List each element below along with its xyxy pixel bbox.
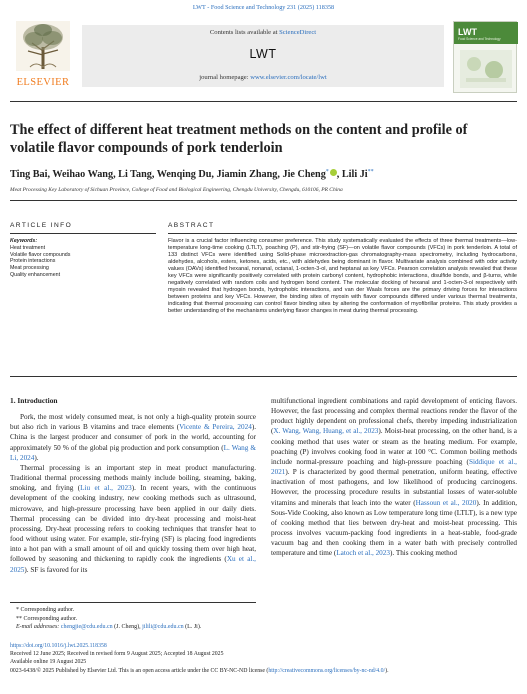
author-name[interactable]: Jie Cheng — [282, 169, 326, 180]
keywords-block — [10, 238, 156, 279]
body-text: ). P is characterized by good thermal penetration, uniform heating, effective inactivation of most pathogens, and low likelihood of producing carcinogens. However, the processing procedure results in substantial losses of water-soluble vitamins and minerals that leach into the water ( — [271, 468, 517, 507]
keyword-item: Protein interactions — [10, 258, 56, 265]
body-text: ). In recent years, with the continuous development of the cooking industry, new cooking methods such as ultrasound, microwave, and high-pressure processing have been applied in our daily diets. Thermal processing can be divided into dry-heat processing and moist-heat processing. Dry-heat processing refers to cooking techniques that transfer heat to food without using water. For example, stir-frying (SF) is placing food ingredients into a hot pan with a small amount of oil and quickly tossing them over high heat, followed by seasoning and thickening to rapidly cook the ingredients ( — [10, 484, 256, 564]
author-name[interactable]: Jiamin Zhang — [216, 169, 278, 180]
introduction-heading: 1. Introduction — [10, 396, 58, 405]
citation-link[interactable]: L. Wang & Li, 2024 — [10, 443, 257, 462]
body-text: ). This cooking method — [389, 549, 457, 558]
homepage-prefix: journal homepage: — [199, 74, 251, 81]
elsevier-logo[interactable] — [10, 19, 76, 93]
homepage-line — [82, 74, 444, 81]
body-text: ). SF is favored for its — [24, 565, 88, 574]
citation-link[interactable]: Liu et al., 2023 — [80, 484, 132, 493]
doi-link[interactable]: https://doi.org/10.1016/j.lwt.2025.118358 — [10, 643, 107, 649]
abstract-heading: ABSTRACT — [168, 222, 215, 229]
abstract-text: Flavor is a crucial factor influencing consumer preference. This study systematically evaluated the effects of three thermal treatments—low-temperature long-time cooking (LTLT), poaching (P), and stir-frying (SF)—on volatile flavor compounds (VFCs) in pork tenderloin. A total of 133 distinct VFCs were identified using Solid-phase microextraction-gas chromatography-mass spectrometry, including hydrocarbons, aldehydes, alcohols, esters, ketones, acids, etc., with aldehydes being dominant in flavor. Multivariate analysis combined with odor activity values (OAVs) identified hexanal, nonanal, octanal, 1-octen-3-ol, and heptanal as key VFCs. Pearson correlation analysis revealed that these key VFCs were significantly positively correlated with protein carbonyl content, hydrophobic interactions, disulfide bonds, and β-turns, while negatively correlated with random coils and hydrogen bond content. The molecular docking of hexanal and 1-octen-3-ol respectively with myosin revealed that hydrogen bonds, hydrophobic interactions, and van der Waals forces are the primary driving forces for interactions between proteins and key VFCs. However, the binding sites of myosin with flavor compounds differed under various thermal treatments, indicating that thermal processing can control flavor binding sites by altering the conformation of myofibrillar proteins. This study provides a better understanding of the mechanisms underlying flavor changes in meat during thermal processing. — [168, 238, 517, 315]
elsevier-tree-icon — [16, 21, 70, 71]
email-owner: (J. Cheng), — [112, 624, 143, 631]
keyword-item: Volatile flavor compounds — [10, 251, 71, 258]
header-divider — [10, 101, 517, 102]
contents-line — [82, 29, 444, 36]
keywords-label: Keywords: — [10, 238, 38, 244]
abstract-divider — [168, 233, 517, 234]
contents-prefix: Contents lists available at — [209, 29, 280, 36]
body-text: Thermal processing is an important step in meat product manufacturing. Traditional thermal processing methods mainly include boiling, steaming, baking, smoking, and frying ( — [10, 463, 256, 493]
article-info-heading: ARTICLE INFO — [10, 222, 73, 229]
citation-link[interactable]: Xu et al., 2025 — [10, 555, 256, 574]
author-list: Ting Bai, Weihao Wang, Li Tang, Wenqing Du, Jiamin Zhang, Jie Cheng* , Lili Ji** — [10, 169, 374, 180]
license-text: ). — [385, 667, 389, 674]
available-online-date: Available online 19 August 2025 — [10, 659, 87, 666]
citation-link[interactable]: Siddique et al., 2021 — [271, 457, 517, 477]
email-link[interactable]: jilili@cdu.edu.cn — [142, 624, 184, 631]
masthead — [82, 25, 444, 87]
author-name[interactable]: Weihao Wang — [52, 169, 114, 180]
author-name[interactable]: Li Tang — [118, 169, 152, 180]
body-text: ). In addition, Sous-Vide Cooking, also known as Low temperature long time (LTLT), is a new type of cooking method that lies between dry-heat and moist-heat processing. This process involves vacuum-packing food ingredients in a heat-stable, food-grade vacuum bag and then cooking them in a water bath with precisely controlled temperature and time ( — [271, 498, 518, 558]
keyword-item: Heat treatment — [10, 244, 46, 251]
body-column-left — [10, 396, 256, 575]
body-text: ). China is the largest producer and consumer of pork in the world, accounting for approximately 50 % of the global pig production and pork consumption ( — [10, 423, 257, 452]
journal-name: LWT — [249, 47, 277, 61]
body-column-right — [271, 396, 517, 559]
citation-link[interactable]: X. Wang, Wang, Huang, et al., 2023 — [273, 427, 379, 436]
sciencedirect-link[interactable]: ScienceDirect — [279, 29, 317, 36]
author-name[interactable]: Ting Bai — [10, 169, 48, 180]
cover-subtitle: Food Science and Technology — [458, 37, 501, 41]
publisher-name: ELSEVIER — [16, 77, 70, 88]
received-dates: Received 12 June 2025; Received in revised form 9 August 2025; Accepted 18 August 2025 — [10, 651, 224, 658]
footnotes — [10, 602, 256, 632]
license-text: 0023-6438/© 2025 Published by Elsevier Ltd. This is an open access article under the CC BY-NC-ND license ( — [10, 667, 269, 674]
journal-header — [10, 19, 517, 96]
body-text: ). — [34, 453, 39, 462]
license-link[interactable]: http://creativecommons.org/licenses/by-nc-nd/4.0/ — [268, 667, 386, 674]
corresponding-mark: ** — [367, 169, 374, 175]
cover-title: LWT — [458, 27, 477, 37]
citation-link[interactable]: Latoch et al., 2023 — [336, 549, 390, 558]
body-paragraph — [10, 463, 256, 575]
license-line — [10, 667, 517, 675]
footnote: ** Corresponding author. — [16, 615, 78, 622]
body-text: ). Moist-heat processing, on the other hand, is a cooking method that uses water or steam as the heating medium. For example, poaching (P) involves cooking food in water at 100 °C. Common boiling methods include normal-pressure poaching and high-pressure poaching ( — [271, 427, 517, 466]
footnote: * Corresponding author. — [16, 607, 75, 613]
cover-image-icon — [460, 50, 512, 88]
keyword-item: Meat processing — [10, 265, 49, 272]
body-text: Pork, the most widely consumed meat, is not only a high-quality protein source but also rich in various B vitamins and trace elements ( — [10, 413, 256, 432]
article-footer — [10, 642, 517, 675]
author-name[interactable]: Wenqing Du — [156, 169, 212, 180]
email-link[interactable]: chengjie@cdu.edu.cn — [60, 624, 113, 631]
article-title: The effect of different heat treatment methods on the content and profile of volatile flavor compounds of pork tenderloin — [10, 122, 468, 156]
journal-cover-thumbnail[interactable] — [453, 21, 517, 93]
abstract-bottom-divider — [10, 376, 517, 377]
author-name[interactable]: Lili Ji — [341, 169, 368, 180]
body-text: multifunctional ingredient combinations and rapid development of enticing flavors. However, the fast processing and complex thermal reactions render the flavor of the product highly dependent on professional chefs, thereby impeding industrialization ( — [271, 397, 517, 436]
email-footnote — [10, 623, 256, 632]
email-label: E-mail addresses: — [16, 624, 61, 631]
affiliation-divider — [10, 200, 517, 201]
corresponding-mark: * — [325, 169, 329, 175]
article-info-divider — [10, 233, 156, 234]
body-paragraph — [10, 412, 256, 463]
keyword-item: Quality enhancement — [10, 271, 61, 278]
journal-homepage-link[interactable]: www.elsevier.com/locate/lwt — [250, 74, 327, 81]
email-owner: (L. Ji). — [183, 624, 202, 631]
citation-link[interactable]: Hassoun et al., 2020 — [415, 498, 477, 507]
orcid-icon[interactable] — [330, 169, 337, 176]
body-paragraph — [271, 396, 517, 559]
citation-link[interactable]: Vicente & Pereira, 2024 — [179, 423, 252, 432]
journal-citation-line[interactable]: LWT - Food Science and Technology 231 (2025) 118358 — [192, 4, 335, 11]
author-affiliation: Meat Processing Key Laboratory of Sichuan Province, College of Food and Biological Engineering, Chengdu University, Chengdu, 610106, PR China — [10, 187, 343, 193]
